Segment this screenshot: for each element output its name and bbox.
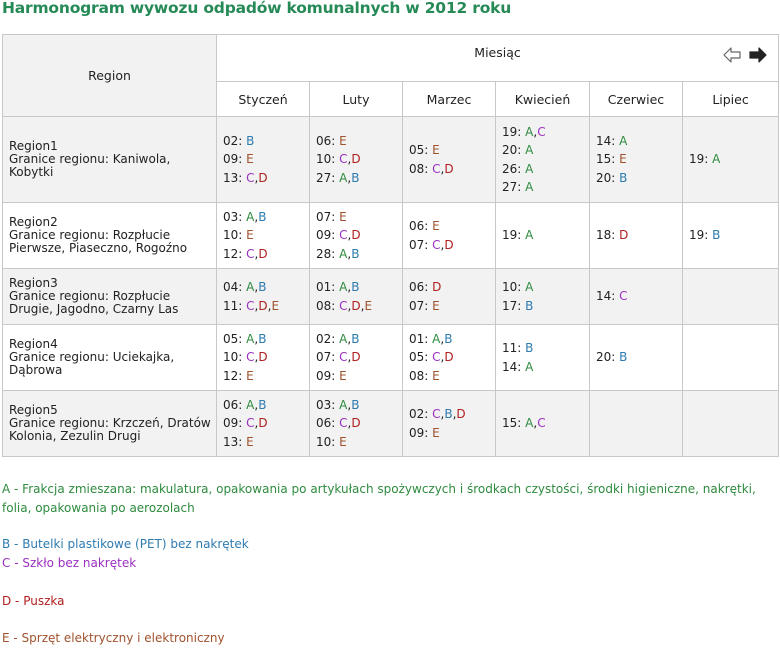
pickup-day: 18 <box>596 228 612 243</box>
waste-code: D <box>258 246 268 261</box>
waste-code: A <box>246 209 255 224</box>
waste-code: E <box>364 298 373 313</box>
pickup-entry: 19: A <box>502 228 534 243</box>
waste-code: C <box>432 407 441 421</box>
pickup-day: 13 <box>223 434 239 449</box>
month-header: Kwiecień <box>496 82 590 117</box>
pickup-entry: 06: E <box>409 219 440 233</box>
region-name: Region5 <box>9 403 58 417</box>
pickup-day: 10 <box>223 228 239 243</box>
pickup-entry: 19: B <box>689 228 721 243</box>
waste-code: D <box>619 228 629 243</box>
pickup-day: 03 <box>316 397 332 412</box>
table-row <box>3 325 779 391</box>
waste-code: D <box>258 350 268 365</box>
schedule-cell <box>496 325 590 391</box>
waste-code: A <box>339 331 348 346</box>
pickup-entry: 07: C,D <box>316 350 361 365</box>
waste-code: D <box>444 237 454 252</box>
pickup-day: 07 <box>409 298 425 313</box>
waste-code: A <box>525 124 534 139</box>
pickup-entry: 07: E <box>409 298 440 313</box>
waste-code: B <box>246 133 255 148</box>
waste-code: C <box>432 350 441 365</box>
pickup-entry: 06: C,D <box>316 416 361 431</box>
pickup-day: 05 <box>223 331 239 346</box>
pickup-entry: 08: E <box>409 368 440 383</box>
pickup-entry: 05: C,D <box>409 350 454 365</box>
pickup-day: 03 <box>223 209 239 224</box>
waste-code: C <box>537 416 546 431</box>
schedule-cell <box>217 391 310 457</box>
month-header: Marzec <box>403 82 496 117</box>
legend-e: E - Sprzęt elektryczny i elektroniczny <box>2 631 225 645</box>
waste-code: E <box>339 209 347 224</box>
region-name: Region1 <box>9 139 58 153</box>
table-row <box>3 117 779 203</box>
schedule-cell <box>217 117 310 203</box>
pickup-day: 12 <box>223 368 239 383</box>
waste-code: C <box>432 237 441 252</box>
schedule-cell <box>403 391 496 457</box>
schedule-cell <box>496 117 590 203</box>
waste-code: B <box>351 170 360 185</box>
pickup-day: 19 <box>689 152 705 167</box>
pickup-entry: 14: A <box>596 133 628 148</box>
pickup-day: 08 <box>409 161 425 176</box>
pickup-entry: 09: C,D <box>223 416 268 431</box>
schedule-cell <box>217 203 310 269</box>
schedule-cell <box>310 117 403 203</box>
waste-code: B <box>258 209 267 224</box>
pickup-entry: 10: C,D <box>223 350 268 365</box>
waste-code: D <box>444 161 454 176</box>
legend-c: C - Szkło bez nakrętek <box>2 556 137 570</box>
waste-code: E <box>246 434 254 449</box>
schedule-cell <box>310 391 403 457</box>
waste-code: E <box>339 368 347 383</box>
waste-code: D <box>351 228 361 243</box>
pickup-entry: 20: B <box>596 170 628 185</box>
schedule-cell <box>683 269 779 325</box>
pickup-entry: 14: A <box>502 359 534 374</box>
waste-code: A <box>246 397 255 412</box>
pickup-day: 14 <box>596 289 612 304</box>
schedule-cell <box>217 269 310 325</box>
waste-code: E <box>271 298 280 313</box>
schedule-cell <box>590 325 683 391</box>
waste-code: A <box>525 359 534 374</box>
waste-code: B <box>258 331 267 346</box>
pickup-entry: 01: A,B <box>409 331 453 346</box>
pickup-day: 08 <box>409 368 425 383</box>
waste-code: D <box>351 152 361 167</box>
region-name: Region2 <box>9 215 58 229</box>
region-cell <box>3 325 217 391</box>
waste-code: E <box>432 143 440 157</box>
pickup-entry: 15: A,C <box>502 416 546 431</box>
table-row <box>3 269 779 325</box>
waste-code: A <box>339 246 348 261</box>
schedule-cell <box>496 203 590 269</box>
schedule-cell <box>590 203 683 269</box>
pickup-entry: 13: C,D <box>223 170 268 185</box>
pickup-entry: 08: C,D,E <box>316 298 373 313</box>
waste-code: C <box>339 152 348 167</box>
pickup-entry: 09: E <box>223 152 254 167</box>
legend-b: B - Butelki plastikowe (PET) bez nakrętek <box>2 537 249 551</box>
waste-code: A <box>339 397 348 412</box>
pickup-entry: 17: B <box>502 298 534 313</box>
waste-code: A <box>339 170 348 185</box>
waste-code: D <box>258 170 268 185</box>
pickup-entry: 26: A <box>502 161 534 176</box>
schedule-cell <box>683 117 779 203</box>
pickup-entry: 07: E <box>316 209 347 224</box>
waste-code: A <box>246 280 255 294</box>
waste-code: C <box>246 170 255 185</box>
waste-code: B <box>444 407 453 421</box>
pickup-day: 09 <box>316 368 332 383</box>
waste-code: A <box>525 416 534 431</box>
waste-code: B <box>444 331 453 346</box>
pickup-day: 07 <box>409 237 425 252</box>
legend-d: D - Puszka <box>2 594 65 608</box>
pickup-entry: 13: E <box>223 434 254 449</box>
pickup-entry: 02: A,B <box>316 331 360 346</box>
waste-code: C <box>339 350 348 365</box>
pickup-entry: 20: B <box>596 350 628 365</box>
pickup-day: 04 <box>223 280 239 294</box>
waste-code: C <box>619 289 628 304</box>
waste-code: E <box>246 152 254 167</box>
page-title: Harmonogram wywozu odpadów komunalnych w 2012 roku <box>2 0 512 17</box>
waste-code: D <box>351 350 361 365</box>
pickup-entry: 11: B <box>502 341 534 355</box>
pickup-entry: 09: C,D <box>316 228 361 243</box>
pickup-entry: 15: E <box>596 152 627 167</box>
pickup-day: 11 <box>502 341 518 355</box>
waste-code: D <box>351 416 361 431</box>
waste-code: A <box>712 152 721 167</box>
waste-code: A <box>339 280 348 294</box>
waste-code: D <box>258 298 268 313</box>
region-name: Region3 <box>9 276 58 290</box>
schedule-cell <box>590 269 683 325</box>
waste-code: C <box>537 124 546 139</box>
waste-code: A <box>525 280 534 294</box>
table-row <box>3 203 779 269</box>
pickup-day: 02 <box>223 133 239 148</box>
pickup-day: 06 <box>409 219 425 233</box>
pickup-day: 06 <box>409 280 425 294</box>
pickup-day: 07 <box>316 209 332 224</box>
region-cell <box>3 269 217 325</box>
pickup-day: 10 <box>502 280 518 294</box>
pickup-entry: 05: A,B <box>223 331 267 346</box>
waste-code: C <box>246 350 255 365</box>
waste-code: B <box>525 341 534 355</box>
schedule-cell <box>590 391 683 457</box>
waste-code: C <box>246 298 255 313</box>
pickup-day: 26 <box>502 161 518 176</box>
schedule-cell <box>403 269 496 325</box>
pickup-day: 17 <box>502 298 518 313</box>
pickup-day: 01 <box>409 331 425 346</box>
month-header: Luty <box>310 82 403 117</box>
waste-code: E <box>432 425 440 440</box>
waste-code: D <box>351 298 361 313</box>
waste-code: C <box>432 161 441 176</box>
waste-code: B <box>619 350 628 365</box>
table-row <box>3 391 779 457</box>
pickup-entry: 19: A,C <box>502 124 546 139</box>
waste-code: C <box>339 416 348 431</box>
pickup-day: 02 <box>316 331 332 346</box>
pickup-entry: 09: E <box>409 425 440 440</box>
waste-code: A <box>246 331 255 346</box>
pickup-day: 15 <box>596 152 612 167</box>
pickup-day: 11 <box>223 298 239 313</box>
region-cell <box>3 117 217 203</box>
schedule-cell <box>590 117 683 203</box>
waste-code: E <box>432 219 440 233</box>
pickup-entry: 27: A,B <box>316 170 360 185</box>
month-header: Czerwiec <box>590 82 683 117</box>
pickup-day: 01 <box>316 280 332 294</box>
pickup-entry: 12: C,D <box>223 246 268 261</box>
pickup-day: 06 <box>316 133 332 148</box>
waste-code: B <box>351 246 360 261</box>
pickup-day: 20 <box>596 350 612 365</box>
waste-code: A <box>619 133 628 148</box>
pickup-day: 13 <box>223 170 239 185</box>
waste-code: E <box>339 133 347 148</box>
pickup-entry: 10: E <box>223 228 254 243</box>
pickup-day: 19 <box>502 124 518 139</box>
pickup-day: 19 <box>502 228 518 243</box>
schedule-cell <box>683 391 779 457</box>
pickup-entry: 04: A,B <box>223 280 267 294</box>
waste-code: E <box>246 368 254 383</box>
pickup-day: 12 <box>223 246 239 261</box>
waste-code: E <box>246 228 254 243</box>
region-cell <box>3 203 217 269</box>
waste-code: B <box>712 228 721 243</box>
pickup-day: 09 <box>316 228 332 243</box>
pickup-entry: 09: E <box>316 368 347 383</box>
schedule-cell <box>496 391 590 457</box>
schedule-cell <box>310 269 403 325</box>
schedule-cell <box>403 203 496 269</box>
waste-code: E <box>339 434 347 449</box>
waste-code: E <box>432 368 440 383</box>
waste-code: A <box>432 331 441 346</box>
waste-code: B <box>258 280 267 294</box>
month-group-label: Miesiąc <box>474 45 521 60</box>
pickup-day: 27 <box>502 180 518 194</box>
waste-code: E <box>432 298 440 313</box>
schedule-cell <box>310 325 403 391</box>
pickup-day: 27 <box>316 170 332 185</box>
region-description: Granice regionu: Kaniwola, Kobytki <box>9 152 171 179</box>
pickup-day: 05 <box>409 350 425 365</box>
pickup-entry: 06: A,B <box>223 397 267 412</box>
pickup-entry: 08: C,D <box>409 161 454 176</box>
pickup-entry: 18: D <box>596 228 629 243</box>
pickup-entry: 10: E <box>316 434 347 449</box>
pickup-entry: 12: E <box>223 368 254 383</box>
schedule-cell <box>403 117 496 203</box>
pickup-day: 10 <box>223 350 239 365</box>
pickup-entry: 11: C,D,E <box>223 298 280 313</box>
pickup-day: 14 <box>502 359 518 374</box>
waste-code: D <box>258 416 268 431</box>
waste-code: B <box>351 280 360 294</box>
pickup-entry: 05: E <box>409 143 440 157</box>
pickup-day: 20 <box>502 143 518 157</box>
region-description: Granice regionu: Rozpłucie Drugie, Jagodno, Czarny Las <box>9 289 179 316</box>
pickup-entry: 10: A <box>502 280 534 294</box>
pickup-day: 02 <box>409 407 425 421</box>
waste-code: A <box>525 228 534 243</box>
pickup-day: 10 <box>316 152 332 167</box>
month-header: Styczeń <box>217 82 310 117</box>
pickup-entry: 06: D <box>409 280 442 294</box>
pickup-day: 09 <box>409 425 425 440</box>
schedule-cell <box>683 325 779 391</box>
schedule-cell <box>217 325 310 391</box>
waste-code: D <box>444 350 454 365</box>
region-name: Region4 <box>9 337 58 351</box>
pickup-entry: 20: A <box>502 143 534 157</box>
region-description: Granice regionu: Krzczeń, Dratów Kolonia, Zezulin Drugi <box>9 416 211 443</box>
pickup-day: 08 <box>316 298 332 313</box>
pickup-day: 06 <box>223 397 239 412</box>
month-header: Lipiec <box>683 82 779 117</box>
waste-code: C <box>339 298 348 313</box>
schedule-cell <box>310 203 403 269</box>
pickup-day: 07 <box>316 350 332 365</box>
schedule-table <box>2 34 779 457</box>
waste-code: B <box>351 397 360 412</box>
region-description: Granice regionu: Rozpłucie Pierwsze, Piaseczno, Rogoźno <box>9 228 188 255</box>
waste-code: A <box>525 180 534 194</box>
legend-a: A - Frakcja zmieszana: makulatura, opakowania po artykułach spożywczych i środkach czystości, środki higieniczne, nakrętki, folia, opakowania po aerozolach <box>2 482 756 515</box>
pickup-day: 09 <box>223 152 239 167</box>
pickup-entry: 06: E <box>316 133 347 148</box>
arrow-left-icon[interactable] <box>722 47 742 63</box>
pickup-entry: 03: A,B <box>316 397 360 412</box>
pickup-day: 28 <box>316 246 332 261</box>
region-column-header: Region <box>3 35 217 117</box>
pickup-entry: 10: C,D <box>316 152 361 167</box>
region-description: Granice regionu: Uciekajka, Dąbrowa <box>9 350 175 377</box>
waste-code: B <box>619 170 628 185</box>
pickup-day: 19 <box>689 228 705 243</box>
schedule-cell <box>683 203 779 269</box>
pickup-entry: 02: C,B,D <box>409 407 466 421</box>
pickup-day: 09 <box>223 416 239 431</box>
waste-code: C <box>246 416 255 431</box>
pickup-day: 15 <box>502 416 518 431</box>
waste-code: A <box>525 161 534 176</box>
pickup-day: 06 <box>316 416 332 431</box>
waste-code: B <box>525 298 534 313</box>
waste-code: D <box>432 280 442 294</box>
pickup-entry: 02: B <box>223 133 255 148</box>
waste-code: E <box>619 152 627 167</box>
pickup-day: 05 <box>409 143 425 157</box>
region-cell <box>3 391 217 457</box>
waste-code: D <box>456 407 466 421</box>
pickup-entry: 19: A <box>689 152 721 167</box>
waste-code: B <box>351 331 360 346</box>
waste-code: C <box>246 246 255 261</box>
pickup-day: 20 <box>596 170 612 185</box>
schedule-cell <box>496 269 590 325</box>
pickup-entry: 28: A,B <box>316 246 360 261</box>
pickup-entry: 03: A,B <box>223 209 267 224</box>
pickup-entry: 14: C <box>596 289 628 304</box>
pickup-entry: 01: A,B <box>316 280 360 294</box>
arrow-right-icon[interactable] <box>748 47 768 63</box>
month-group-header <box>217 35 779 82</box>
pickup-entry: 27: A <box>502 180 534 194</box>
waste-code: C <box>339 228 348 243</box>
pickup-entry: 07: C,D <box>409 237 454 252</box>
pickup-day: 14 <box>596 133 612 148</box>
schedule-cell <box>403 325 496 391</box>
waste-code: B <box>258 397 267 412</box>
waste-code: A <box>525 143 534 157</box>
pickup-day: 10 <box>316 434 332 449</box>
